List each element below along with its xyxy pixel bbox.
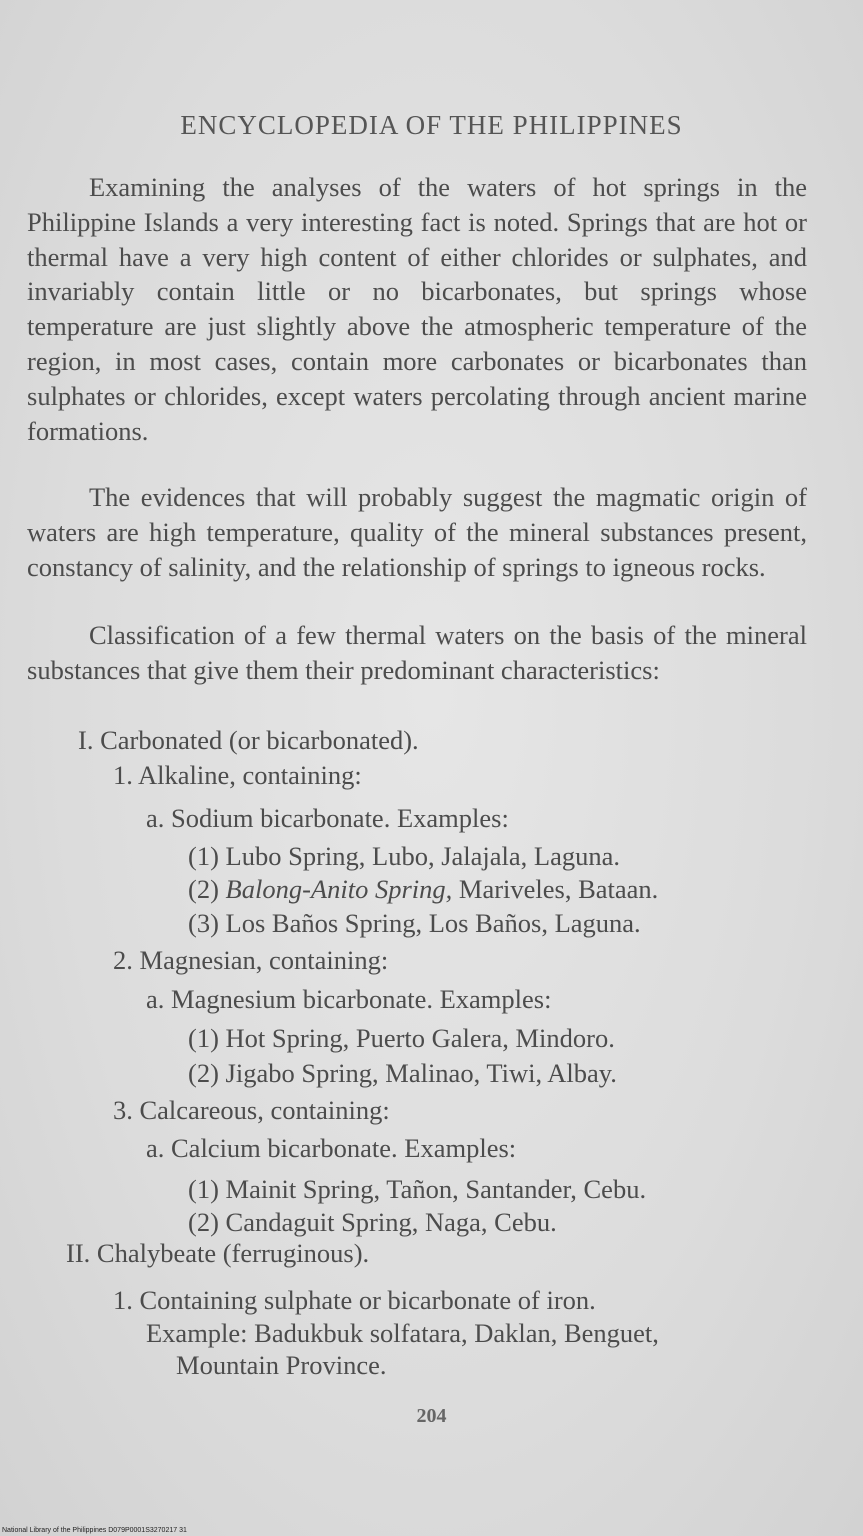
outline-item-calcareous: 3. Calcareous, containing: (113, 1095, 390, 1125)
outline-item-magnesian: 2. Magnesian, containing: (113, 945, 389, 975)
example-number: (2) (188, 874, 219, 904)
example-badukbuk-solfatara: Example: Badukbuk solfatara, Daklan, Benguet, (146, 1318, 659, 1348)
paragraph-hot-springs: Examining the analyses of the waters of hot springs in the Philippine Islands a very interesting fact is noted. Springs that are hot or thermal have a very high content of either chlorides or sulphates, and invariably contain little or no bicarbonates, but springs whose temperature are just slightly above the atmospheric temperature of the region, in most cases, contain more carbonates or bicarbonates than sulphates or chlorides, except waters percolating through ancient marine formations. (27, 172, 807, 446)
example-mountain-province: Mountain Province. (176, 1350, 387, 1380)
example-hot-spring-puerto-galera: (1) Hot Spring, Puerto Galera, Mindoro. (188, 1023, 615, 1053)
outline-item-iron: 1. Containing sulphate or bicarbonate of iron. (113, 1285, 596, 1315)
paragraph-classification: Classification of a few thermal waters on the basis of the mineral substances that give them their predominant characteristics: (27, 620, 807, 685)
spring-location: Mariveles, Bataan. (458, 874, 659, 904)
outline-item-calcium-bicarbonate: a. Calcium bicarbonate. Examples: (146, 1133, 517, 1163)
running-header: ENCYCLOPEDIA OF THE PHILIPPINES (180, 110, 683, 140)
outline-item-magnesium-bicarbonate: a. Magnesium bicarbonate. Examples: (146, 984, 552, 1014)
spring-name: Balong-Anito Spring, (225, 874, 453, 904)
outline-item-alkaline: 1. Alkaline, containing: (113, 760, 362, 790)
example-balong-anito-spring (188, 874, 658, 905)
paragraph-magmatic-origin: The evidences that will probably suggest the magmatic origin of waters are high temperature, quality of the mineral substances present, constancy of salinity, and the relationship of springs to igneous rocks. (27, 482, 807, 582)
outline-item-sodium-bicarbonate: a. Sodium bicarbonate. Examples: (146, 803, 509, 833)
example-jigabo-spring: (2) Jigabo Spring, Malinao, Tiwi, Albay. (188, 1058, 617, 1088)
scan-footer: National Library of the Philippines D079P0001S3270217 31 (2, 1527, 187, 1534)
example-lubo-spring: (1) Lubo Spring, Lubo, Jalajala, Laguna. (188, 841, 620, 871)
outline-item-carbonated: I. Carbonated (or bicarbonated). (78, 725, 419, 755)
example-los-banos-spring: (3) Los Baños Spring, Los Baños, Laguna. (188, 908, 641, 938)
outline-item-chalybeate: II. Chalybeate (ferruginous). (66, 1238, 370, 1268)
example-candaguit-spring: (2) Candaguit Spring, Naga, Cebu. (188, 1207, 557, 1237)
page-number: 204 (416, 1405, 447, 1427)
example-mainit-spring: (1) Mainit Spring, Tañon, Santander, Cebu. (188, 1174, 647, 1204)
